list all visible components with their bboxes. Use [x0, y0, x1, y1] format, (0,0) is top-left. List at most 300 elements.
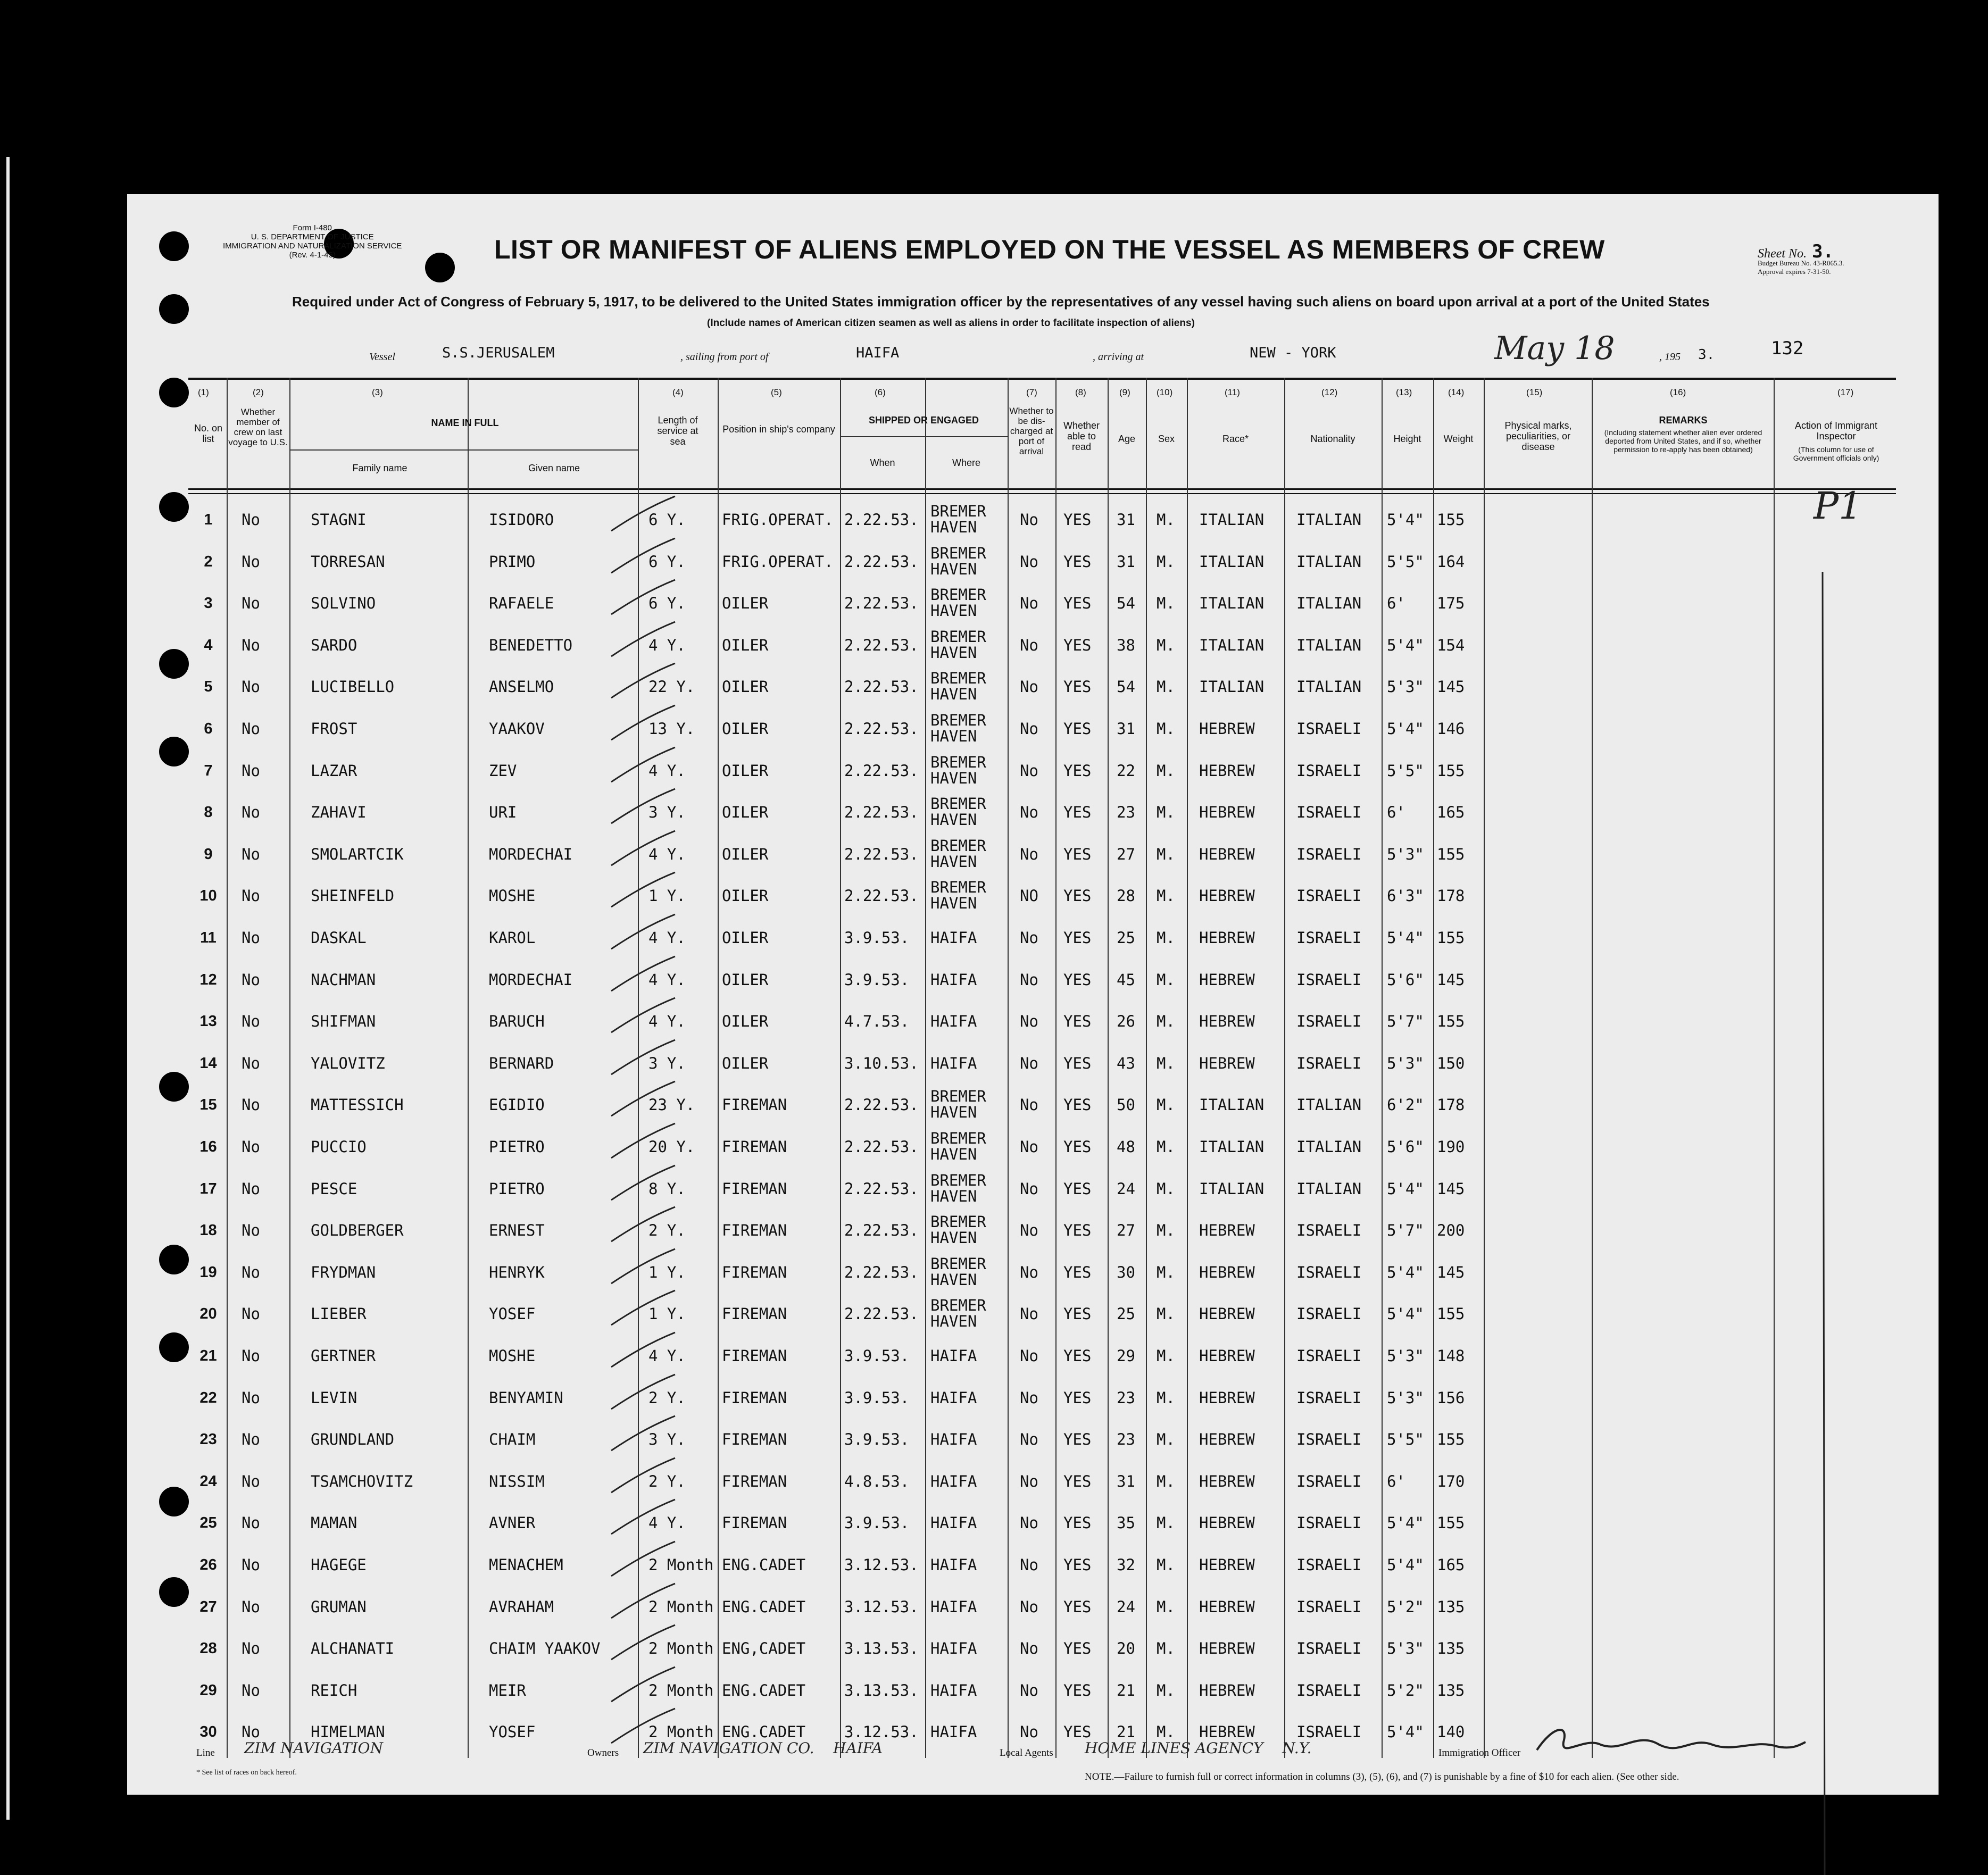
cell-service: 4 Y. — [648, 1514, 686, 1532]
cell-read: YES — [1063, 1305, 1092, 1323]
cell-sex: M. — [1157, 1263, 1175, 1281]
cell-where: BREMER HAVEN — [930, 1171, 986, 1205]
table-row — [127, 917, 1883, 959]
cell-age: 21 — [1117, 1681, 1135, 1699]
footer-owners-label: Owners — [587, 1747, 619, 1759]
cell-position: OILER — [722, 845, 769, 863]
check-mark — [606, 577, 680, 625]
cell-where: HAIFA — [930, 1054, 977, 1072]
table-row — [127, 1419, 1883, 1460]
cell-no: 21 — [199, 1347, 217, 1364]
cell-no: 17 — [199, 1180, 217, 1197]
cell-when: 2.22.53. — [844, 761, 919, 780]
cell-read: YES — [1063, 1263, 1092, 1281]
cell-age: 32 — [1117, 1556, 1135, 1574]
cell-discharge: No — [1020, 552, 1038, 571]
cell-race: HEBREW — [1199, 803, 1255, 822]
col-header-nationality: Nationality — [1310, 434, 1355, 444]
cell-no: 14 — [199, 1054, 217, 1072]
cell-last: No — [242, 1472, 260, 1490]
cell-age: 24 — [1117, 1597, 1135, 1616]
cell-when: 2.22.53. — [844, 803, 919, 822]
cell-weight: 155 — [1437, 1012, 1465, 1031]
col-number: (5) — [771, 387, 782, 397]
col-header-inspector: Action of Immigrant Inspector — [1794, 420, 1878, 441]
cell-when: 2.22.53. — [844, 720, 919, 738]
table-header-rule — [188, 493, 1896, 494]
cell-nationality: ISRAELI — [1296, 1430, 1362, 1449]
cell-nationality: ISRAELI — [1296, 970, 1362, 989]
cell-family: GOLDBERGER — [311, 1221, 404, 1240]
cell-sex: M. — [1157, 720, 1175, 738]
budget-info: Budget Bureau No. 43-R065.3. Approval expires 7-31-50. — [1758, 259, 1844, 276]
cell-sex: M. — [1157, 1597, 1175, 1616]
cell-no: 8 — [204, 804, 213, 821]
cell-nationality: ISRAELI — [1296, 887, 1362, 905]
cell-where: BREMER HAVEN — [930, 795, 986, 829]
check-mark — [606, 1037, 680, 1085]
cell-nationality: ISRAELI — [1296, 1347, 1362, 1365]
cell-race: HEBREW — [1199, 1514, 1255, 1532]
cell-age: 23 — [1117, 803, 1135, 822]
check-mark — [606, 536, 680, 584]
cell-sex: M. — [1157, 552, 1175, 571]
cell-age: 20 — [1117, 1639, 1135, 1658]
cell-age: 29 — [1117, 1347, 1135, 1365]
sailing-label: , sailing from port of — [680, 351, 769, 363]
cell-sex: M. — [1157, 1639, 1175, 1658]
cell-position: FIREMAN — [722, 1514, 787, 1532]
cell-discharge: No — [1020, 1472, 1038, 1490]
cell-race: HEBREW — [1199, 887, 1255, 905]
cell-sex: M. — [1157, 887, 1175, 905]
cell-last: No — [242, 1263, 260, 1281]
cell-last: No — [242, 1347, 260, 1365]
cell-no: 18 — [199, 1222, 217, 1239]
cell-given: BARUCH — [489, 1012, 545, 1031]
cell-given: ANSELMO — [489, 678, 554, 696]
cell-sex: M. — [1157, 1054, 1175, 1072]
table-top-rule — [188, 378, 1896, 380]
cell-height: 6'2" — [1387, 1096, 1424, 1114]
check-mark — [606, 1413, 680, 1461]
cell-weight: 170 — [1437, 1472, 1465, 1490]
cell-given: KAROL — [489, 929, 536, 947]
cell-family: FRYDMAN — [311, 1263, 376, 1281]
cell-sex: M. — [1157, 803, 1175, 822]
cell-no: 15 — [199, 1096, 217, 1114]
col-header-height: Height — [1393, 434, 1421, 444]
cell-position: OILER — [722, 887, 769, 905]
col-header-service: Length of service at sea — [657, 415, 698, 447]
col-header-position: Position in ship's company — [722, 424, 835, 435]
cell-nationality: ISRAELI — [1296, 1723, 1362, 1741]
cell-given: YOSEF — [489, 1305, 536, 1323]
cell-no: 22 — [199, 1389, 217, 1406]
cell-weight: 154 — [1437, 636, 1465, 654]
table-row — [127, 624, 1883, 666]
cell-weight: 155 — [1437, 1430, 1465, 1449]
cell-where: BREMER HAVEN — [930, 1213, 986, 1247]
cell-read: YES — [1063, 761, 1092, 780]
check-mark — [606, 745, 680, 793]
cell-height: 5'3" — [1387, 1054, 1424, 1072]
cell-age: 25 — [1117, 929, 1135, 947]
cell-height: 5'4" — [1387, 636, 1424, 654]
cell-sex: M. — [1157, 1514, 1175, 1532]
cell-race: HEBREW — [1199, 970, 1255, 989]
cell-given: NISSIM — [489, 1472, 545, 1490]
col-number: (16) — [1670, 387, 1686, 397]
check-mark — [606, 619, 680, 667]
cell-last: No — [242, 1054, 260, 1072]
cell-given: ERNEST — [489, 1221, 545, 1240]
table-row — [127, 1168, 1883, 1210]
cell-nationality: ISRAELI — [1296, 1305, 1362, 1323]
cell-where: HAIFA — [930, 929, 977, 947]
cell-nationality: ISRAELI — [1296, 1388, 1362, 1407]
cell-where: BREMER HAVEN — [930, 753, 986, 787]
cell-nationality: ITALIAN — [1296, 1096, 1362, 1114]
cell-service: 1 Y. — [648, 1305, 686, 1323]
cell-weight: 148 — [1437, 1347, 1465, 1365]
cell-weight: 155 — [1437, 761, 1465, 780]
col-number: (17) — [1837, 387, 1854, 397]
cell-given: YAAKOV — [489, 720, 545, 738]
cell-last: No — [242, 1514, 260, 1532]
cell-weight: 145 — [1437, 1179, 1465, 1198]
cell-height: 5'4" — [1387, 1556, 1424, 1574]
cell-race: HEBREW — [1199, 1472, 1255, 1490]
cell-last: No — [242, 761, 260, 780]
cell-service: 6 Y. — [648, 594, 686, 613]
cell-age: 24 — [1117, 1179, 1135, 1198]
cell-discharge: No — [1020, 1430, 1038, 1449]
cell-where: HAIFA — [930, 970, 977, 989]
cell-weight: 155 — [1437, 1514, 1465, 1532]
cell-service: 1 Y. — [648, 1263, 686, 1281]
cell-discharge: No — [1020, 1305, 1038, 1323]
cell-position: FIREMAN — [722, 1221, 787, 1240]
cell-last: No — [242, 1681, 260, 1699]
cell-read: YES — [1063, 803, 1092, 822]
cell-height: 6'3" — [1387, 887, 1424, 905]
cell-family: ALCHANATI — [311, 1639, 395, 1658]
cell-where: HAIFA — [930, 1012, 977, 1031]
cell-last: No — [242, 720, 260, 738]
cell-last: No — [242, 803, 260, 822]
cell-sex: M. — [1157, 636, 1175, 654]
cell-race: ITALIAN — [1199, 511, 1265, 529]
cell-service: 2 Y. — [648, 1472, 686, 1490]
cell-when: 2.22.53. — [844, 1138, 919, 1156]
cell-service: 23 Y. — [648, 1096, 695, 1114]
check-mark — [606, 1581, 680, 1629]
cell-read: YES — [1063, 1681, 1092, 1699]
cell-race: HEBREW — [1199, 1556, 1255, 1574]
cell-family: SARDO — [311, 636, 357, 654]
cell-family: HIMELMAN — [311, 1723, 385, 1741]
cell-read: YES — [1063, 511, 1092, 529]
cell-nationality: ISRAELI — [1296, 929, 1362, 947]
cell-no: 10 — [199, 887, 217, 905]
table-row — [127, 1001, 1883, 1042]
cell-service: 6 Y. — [648, 511, 686, 529]
cell-read: YES — [1063, 1597, 1092, 1616]
cell-position: ENG.CADET — [722, 1723, 806, 1741]
cell-discharge: No — [1020, 803, 1038, 822]
table-row — [127, 791, 1883, 833]
cell-height: 5'4" — [1387, 1263, 1424, 1281]
cell-age: 22 — [1117, 761, 1135, 780]
cell-nationality: ISRAELI — [1296, 845, 1362, 863]
cell-age: 28 — [1117, 887, 1135, 905]
cell-read: YES — [1063, 1723, 1092, 1741]
col-header-read: Whether able to read — [1063, 420, 1100, 452]
cell-race: ITALIAN — [1199, 594, 1265, 613]
footer-agents-label: Local Agents — [1000, 1747, 1053, 1759]
cell-service: 2 Y. — [648, 1388, 686, 1407]
cell-where: HAIFA — [930, 1556, 977, 1574]
cell-when: 3.12.53. — [844, 1597, 919, 1616]
cell-position: OILER — [722, 929, 769, 947]
col-number: (11) — [1225, 387, 1240, 397]
check-mark — [606, 1288, 680, 1336]
cell-when: 2.22.53. — [844, 887, 919, 905]
cell-no: 26 — [199, 1556, 217, 1573]
cell-no: 28 — [199, 1640, 217, 1657]
cell-where: BREMER HAVEN — [930, 627, 986, 662]
cell-sex: M. — [1157, 1556, 1175, 1574]
cell-nationality: ISRAELI — [1296, 1639, 1362, 1658]
cell-discharge: No — [1020, 720, 1038, 738]
table-row — [127, 875, 1883, 916]
cell-given: RAFAELE — [489, 594, 554, 613]
cell-height: 5'6" — [1387, 970, 1424, 989]
cell-position: ENG.CADET — [722, 1556, 806, 1574]
cell-where: HAIFA — [930, 1597, 977, 1616]
cell-when: 3.10.53. — [844, 1054, 919, 1072]
arriving-port: NEW - YORK — [1250, 345, 1336, 361]
cell-no: 27 — [199, 1598, 217, 1615]
table-row — [127, 1461, 1883, 1502]
check-mark — [606, 1079, 680, 1127]
check-mark — [606, 703, 680, 751]
table-row — [127, 1586, 1883, 1628]
check-mark — [606, 1204, 680, 1252]
cell-sex: M. — [1157, 845, 1175, 863]
cell-age: 38 — [1117, 636, 1135, 654]
cell-when: 2.22.53. — [844, 1179, 919, 1198]
cell-weight: 165 — [1437, 1556, 1465, 1574]
cell-given: ZEV — [489, 761, 517, 780]
cell-race: HEBREW — [1199, 720, 1255, 738]
cell-read: YES — [1063, 1639, 1092, 1658]
punch-hole — [159, 231, 189, 261]
cell-discharge: No — [1020, 761, 1038, 780]
cell-last: No — [242, 594, 260, 613]
cell-read: YES — [1063, 594, 1092, 613]
cell-age: 54 — [1117, 678, 1135, 696]
cell-last: No — [242, 1221, 260, 1240]
cell-race: HEBREW — [1199, 1054, 1255, 1072]
cell-race: HEBREW — [1199, 1221, 1255, 1240]
cell-height: 5'6" — [1387, 1138, 1424, 1156]
cell-no: 20 — [199, 1305, 217, 1323]
cell-read: YES — [1063, 1179, 1092, 1198]
cell-when: 4.8.53. — [844, 1472, 910, 1490]
cell-where: BREMER HAVEN — [930, 502, 986, 536]
cell-read: YES — [1063, 1138, 1092, 1156]
cell-position: OILER — [722, 594, 769, 613]
cell-service: 4 Y. — [648, 636, 686, 654]
cell-weight: 145 — [1437, 1263, 1465, 1281]
cell-position: OILER — [722, 970, 769, 989]
cell-no: 4 — [204, 636, 213, 654]
cell-weight: 164 — [1437, 552, 1465, 571]
cell-race: ITALIAN — [1199, 552, 1265, 571]
col-header-no: No. on list — [194, 423, 223, 444]
footer-races-note: * See list of races on back hereof. — [196, 1769, 297, 1777]
cell-service: 13 Y. — [648, 720, 695, 738]
cell-service: 2 Month — [648, 1597, 714, 1616]
cell-position: OILER — [722, 761, 769, 780]
cell-family: SOLVINO — [311, 594, 376, 613]
cell-age: 43 — [1117, 1054, 1135, 1072]
cell-no: 24 — [199, 1472, 217, 1490]
cell-given: PRIMO — [489, 552, 536, 571]
col-number: (1) — [198, 387, 209, 397]
cell-discharge: No — [1020, 1556, 1038, 1574]
cell-height: 5'5" — [1387, 1430, 1424, 1449]
cell-read: YES — [1063, 929, 1092, 947]
cell-family: HAGEGE — [311, 1556, 367, 1574]
table-row — [127, 1126, 1883, 1168]
cell-nationality: ISRAELI — [1296, 803, 1362, 822]
cell-race: ITALIAN — [1199, 636, 1265, 654]
cell-when: 2.22.53. — [844, 678, 919, 696]
cell-sex: M. — [1157, 1681, 1175, 1699]
cell-weight: 165 — [1437, 803, 1465, 822]
cell-read: YES — [1063, 678, 1092, 696]
cell-age: 54 — [1117, 594, 1135, 613]
cell-where: HAIFA — [930, 1723, 977, 1741]
cell-age: 31 — [1117, 511, 1135, 529]
col-header-where: Where — [952, 457, 980, 468]
cell-discharge: No — [1020, 1723, 1038, 1741]
col-number: (10) — [1157, 387, 1173, 397]
table-row — [127, 1670, 1883, 1711]
cell-service: 2 Month — [648, 1556, 714, 1574]
cell-weight: 190 — [1437, 1138, 1465, 1156]
cell-race: HEBREW — [1199, 1430, 1255, 1449]
cell-nationality: ISRAELI — [1296, 1221, 1362, 1240]
cell-read: YES — [1063, 887, 1092, 905]
cell-where: BREMER HAVEN — [930, 544, 986, 578]
cell-family: TORRESAN — [311, 552, 385, 571]
cell-last: No — [242, 970, 260, 989]
cell-weight: 155 — [1437, 511, 1465, 529]
cell-race: HEBREW — [1199, 1347, 1255, 1365]
cell-no: 6 — [204, 720, 213, 737]
cell-when: 3.9.53. — [844, 1388, 910, 1407]
table-row — [127, 1377, 1883, 1419]
table-row — [127, 1043, 1883, 1084]
year-suffix: 3. — [1698, 347, 1715, 363]
cell-race: HEBREW — [1199, 1597, 1255, 1616]
year-label: , 195 — [1659, 351, 1681, 363]
cell-where: BREMER HAVEN — [930, 669, 986, 704]
cell-race: ITALIAN — [1199, 678, 1265, 696]
cell-family: MATTESSICH — [311, 1096, 404, 1114]
cell-weight: 155 — [1437, 845, 1465, 863]
footer-officer-label: Immigration Officer — [1438, 1747, 1521, 1759]
cell-service: 4 Y. — [648, 1347, 686, 1365]
cell-height: 5'4" — [1387, 720, 1424, 738]
cell-service: 6 Y. — [648, 552, 686, 571]
cell-when: 4.7.53. — [844, 1012, 910, 1031]
cell-last: No — [242, 1305, 260, 1323]
cell-height: 6' — [1387, 594, 1405, 613]
cell-when: 2.22.53. — [844, 552, 919, 571]
cell-last: No — [242, 1012, 260, 1031]
cell-sex: M. — [1157, 1012, 1175, 1031]
cell-family: SMOLARTCIK — [311, 845, 404, 863]
cell-weight: 135 — [1437, 1639, 1465, 1658]
cell-position: FRIG.OPERAT. — [722, 552, 834, 571]
cell-weight: 135 — [1437, 1681, 1465, 1699]
cell-no: 19 — [199, 1263, 217, 1281]
cell-last: No — [242, 1597, 260, 1616]
cell-where: HAIFA — [930, 1514, 977, 1532]
cell-sex: M. — [1157, 1096, 1175, 1114]
cell-given: URI — [489, 803, 517, 822]
cell-when: 2.22.53. — [844, 845, 919, 863]
cell-last: No — [242, 1388, 260, 1407]
cell-race: HEBREW — [1199, 1681, 1255, 1699]
cell-nationality: ITALIAN — [1296, 1179, 1362, 1198]
cell-service: 4 Y. — [648, 970, 686, 989]
cell-discharge: No — [1020, 1639, 1038, 1658]
cell-height: 5'7" — [1387, 1012, 1424, 1031]
footer-line-label: Line — [196, 1747, 215, 1759]
cell-service: 1 Y. — [648, 887, 686, 905]
col-number: (3) — [372, 387, 383, 397]
col-number: (4) — [672, 387, 684, 397]
cell-read: YES — [1063, 552, 1092, 571]
cell-age: 27 — [1117, 1221, 1135, 1240]
footer-fine-note: NOTE.—Failure to furnish full or correct information in columns (3), (5), (6), and (7) is punishable by a fine of $10 for each alien. (See other side. — [1085, 1771, 1679, 1782]
table-row — [127, 1335, 1883, 1377]
table-row — [127, 708, 1883, 749]
cell-weight: 145 — [1437, 970, 1465, 989]
cell-given: MORDECHAI — [489, 845, 573, 863]
cell-given: MORDECHAI — [489, 970, 573, 989]
officer-signature — [1532, 1721, 1808, 1763]
cell-given: AVNER — [489, 1514, 536, 1532]
table-row — [127, 582, 1883, 624]
cell-family: GERTNER — [311, 1347, 376, 1365]
cell-weight: 155 — [1437, 929, 1465, 947]
cell-position: FIREMAN — [722, 1096, 787, 1114]
table-row — [127, 1628, 1883, 1669]
cell-weight: 156 — [1437, 1388, 1465, 1407]
cell-where: BREMER HAVEN — [930, 836, 986, 871]
cell-sex: M. — [1157, 761, 1175, 780]
cell-read: YES — [1063, 1096, 1092, 1114]
cell-age: 31 — [1117, 720, 1135, 738]
cell-age: 26 — [1117, 1012, 1135, 1031]
